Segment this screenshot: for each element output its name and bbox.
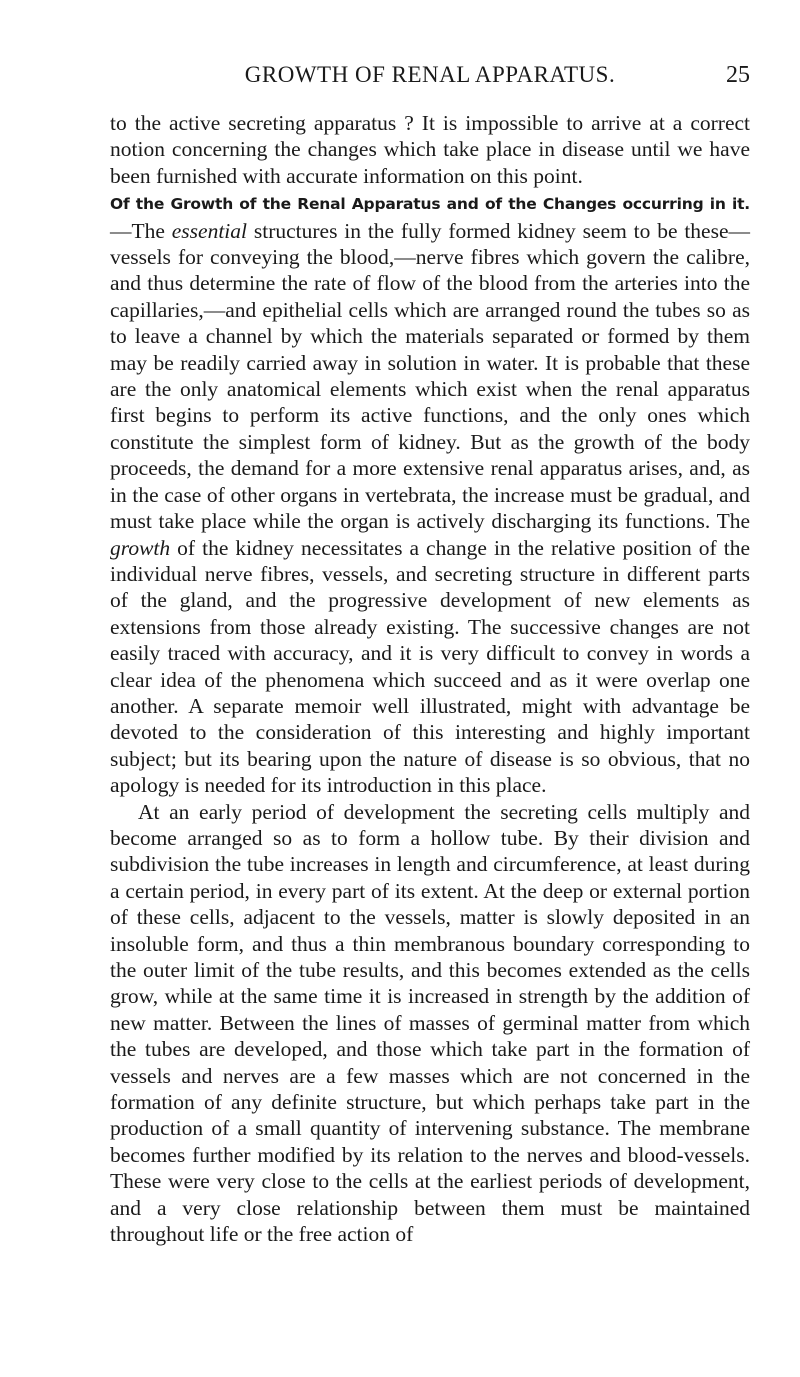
paragraph-text: structures in the fully formed kidney seem to be these—vessels for conveying the blood,—nerve fibres which govern the calibre, and thus determine the rate of flow of the blood from the arteries into the capillaries,—and epithelial cells which are arranged round the tubes so as to leave a channel by which the materials separated or formed by them may be readily carried away in solution in water. It is probable that these are the only anatomical elements which exist when the renal apparatus first begins to perform its active functions, and the only ones which constitute the simplest form of kidney. But as the growth of the body proceeds, the demand for a more extensive renal apparatus arises, and, as in the case of other organs in vertebrata, the increase must be gradual, and must take place while the organ is actively discharging its functions. The bbox=[110, 218, 750, 534]
page-number: 25 bbox=[726, 62, 750, 88]
running-head bbox=[110, 60, 750, 90]
italic-term: essential bbox=[171, 218, 248, 243]
side-heading: Of the Growth of the Renal Apparatus and of the Changes occurring in it. bbox=[110, 195, 750, 214]
paragraph-text: of the kidney necessitates a change in the relative position of the individual nerve fibres, vessels, and secreting structure in different parts of the gland, and the progressive development of new elements as extensions from those already existing. The successive changes are not easily traced with accuracy, and it is very difficult to convey in words a clear idea of the phenomena which succeed and as it were overlap one another. A separate memoir well illustrated, might with advantage be devoted to the consideration of this interesting and highly important subject; but its bearing upon the nature of disease is so obvious, that no apology is needed for its introduction in this place. bbox=[110, 535, 750, 798]
running-title: GROWTH OF RENAL APPARATUS. bbox=[244, 62, 616, 87]
paragraph-text: —The bbox=[110, 218, 172, 243]
paragraph-growth-of-renal-apparatus bbox=[110, 189, 750, 798]
paragraph-continued: to the active secreting apparatus ? It is impossible to arrive at a correct notion concerning the changes which take place in disease until we have been furnished with accurate information on this point. bbox=[110, 111, 750, 188]
body-text bbox=[110, 110, 750, 1247]
italic-term: growth bbox=[110, 535, 171, 560]
paragraph-early-development: At an early period of development the secreting cells multiply and become arranged so as to form a hollow tube. By their division and subdivision the tube increases in length and circumference, at least during a certain period, in every part of its extent. At the deep or external portion of these cells, adjacent to the vessels, matter is slowly deposited in an insoluble form, and thus a thin membranous boundary corresponding to the outer limit of the tube results, and this becomes extended as the cells grow, while at the same time it is increased in strength by the addition of new matter. Between the lines of masses of germinal matter from which the tubes are developed, and those which take part in the formation of vessels and nerves are a few masses which are not concerned in the formation of any definite structure, but which perhaps take part in the production of a small quantity of intervening substance. The membrane becomes further modified by its relation to the nerves and blood-vessels. These were very close to the cells at the earliest periods of development, and a very close relationship between them must be maintained throughout life or the free action of bbox=[110, 799, 750, 1247]
